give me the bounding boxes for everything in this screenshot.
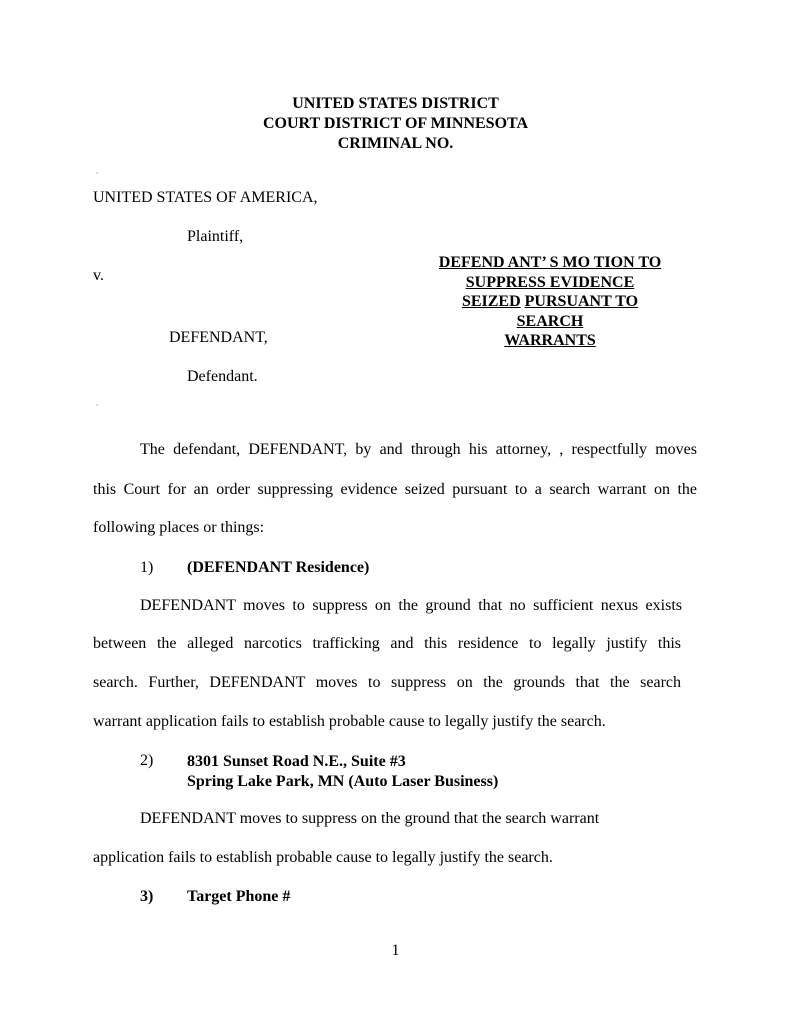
item-body-line: DEFENDANT moves to suppress on the ground that the search warrant <box>140 810 600 827</box>
court-header-line-1: UNITED STATES DISTRICT <box>292 95 499 112</box>
defendant-name: DEFENDANT, <box>169 329 268 346</box>
motion-title-line-5: WARRANTS <box>504 332 596 349</box>
item-heading-line-1: 8301 Sunset Road N.E., Suite #3 <box>187 753 406 770</box>
motion-title-line-1: DEFEND ANT’ S MO TION TO <box>438 254 662 271</box>
item-heading: Target Phone # <box>187 888 291 905</box>
court-header-line-2: COURT DISTRICT OF MINNESOTA <box>262 115 529 132</box>
motion-title-line-2: SUPPRESS EVIDENCE <box>465 273 635 291</box>
page-number: 1 <box>391 942 400 959</box>
intro-line: The defendant, DEFENDANT, by and through his attorney, , respectfully moves <box>140 441 697 458</box>
motion-title <box>400 253 700 351</box>
motion-title-line-4: SEARCH <box>516 312 584 330</box>
item-body-line: DEFENDANT moves to suppress on the ground that no sufficient nexus exists <box>140 597 682 614</box>
intro-line: this Court for an order suppressing evidence seized pursuant to a search warrant on the <box>93 481 697 498</box>
marker-dot <box>96 172 98 174</box>
item-body-line: between the alleged narcotics trafficking and this residence to legally justify this <box>93 635 681 652</box>
marker-dot <box>96 404 98 406</box>
item-heading: (DEFENDANT Residence) <box>187 559 370 576</box>
item-number: 3) <box>140 888 154 905</box>
plaintiff-role: Plaintiff, <box>187 228 244 245</box>
intro-line: following places or things: <box>93 519 265 536</box>
item-body-line: warrant application fails to establish probable cause to legally justify the search. <box>93 713 606 730</box>
plaintiff-name: UNITED STATES OF AMERICA, <box>93 189 318 206</box>
item-number: 1) <box>140 559 154 576</box>
item-number: 2) <box>140 752 154 769</box>
item-heading-line-2: Spring Lake Park, MN (Auto Laser Business) <box>187 773 499 790</box>
court-header-line-3: CRIMINAL NO. <box>337 135 454 152</box>
court-header <box>0 94 791 154</box>
item-body-line: application fails to establish probable cause to legally justify the search. <box>93 849 553 866</box>
motion-title-line-3: SEIZED PURSUANT TO <box>461 293 639 310</box>
versus: v. <box>93 267 104 284</box>
item-body-line: search. Further, DEFENDANT moves to suppress on the grounds that the search <box>93 674 681 691</box>
item-heading <box>187 752 498 792</box>
defendant-role: Defendant. <box>187 368 258 385</box>
